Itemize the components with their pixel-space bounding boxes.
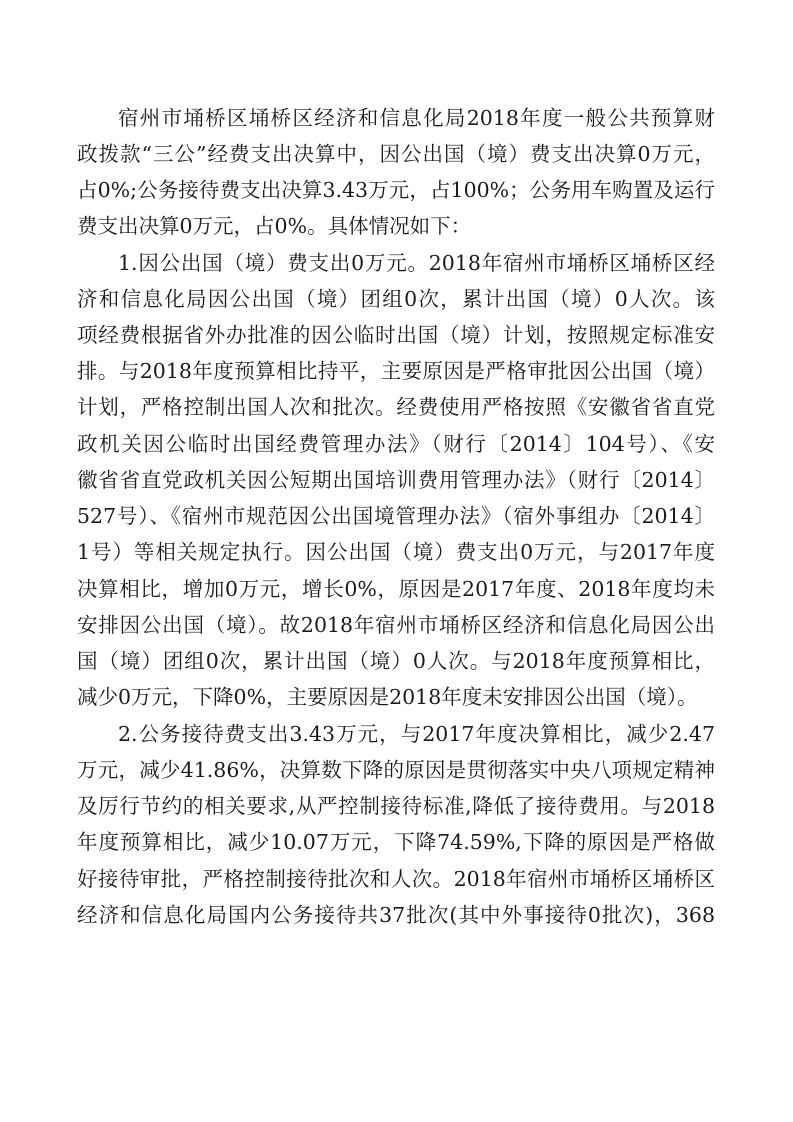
paragraph-2-line-6: 政机关因公临时出国经费管理办法》（财行〔2014〕104号）、《安 bbox=[77, 432, 715, 456]
paragraph-2-line-4: 排。与2018年度预算相比持平，主要原因是严格审批因公出国（境） bbox=[77, 359, 715, 383]
paragraph-2-line-5: 计划，严格控制出国人次和批次。经费使用严格按照《安徽省省直党 bbox=[77, 395, 715, 419]
paragraph-2-line-10: 决算相比，增加0万元，增长0%，原因是2017年度、2018年度均未 bbox=[77, 577, 715, 601]
paragraph-3-line-1: 2.公务接待费支出3.43万元，与2017年度决算相比，减少2.47 bbox=[118, 722, 715, 746]
paragraph-2-line-9: 1号）等相关规定执行。因公出国（境）费支出0万元，与2017年度 bbox=[77, 540, 715, 564]
paragraph-1-line-1: 宿州市埇桥区埇桥区经济和信息化局2018年度一般公共预算财 bbox=[118, 106, 715, 130]
paragraph-1-line-2: 政拨款“三公”经费支出决算中，因公出国（境）费支出决算0万元， bbox=[77, 142, 715, 166]
paragraph-1-line-3: 占0%;公务接待费支出决算3.43万元，占100%；公务用车购置及运行 bbox=[77, 178, 715, 202]
paragraph-3-line-6: 经济和信息化局国内公务接待共37批次(其中外事接待0批次)，368 bbox=[77, 903, 715, 927]
paragraph-3-line-4: 年度预算相比，减少10.07万元，下降74.59%,下降的原因是严格做 bbox=[77, 830, 715, 854]
paragraph-2-line-2: 济和信息化局因公出国（境）团组0次，累计出国（境）0人次。该 bbox=[77, 287, 715, 311]
paragraph-3-line-2: 万元，减少41.86%，决算数下降的原因是贯彻落实中央八项规定精神 bbox=[77, 758, 715, 782]
paragraph-3-line-3: 及厉行节约的相关要求,从严控制接待标准,降低了接待费用。与2018 bbox=[77, 794, 715, 818]
paragraph-2-line-11: 安排因公出国（境）。故2018年宿州市埇桥区经济和信息化局因公出 bbox=[77, 613, 715, 637]
paragraph-2-line-8: 527号）、《宿州市规范因公出国境管理办法》（宿外事组办〔2014〕 bbox=[77, 504, 715, 528]
paragraph-2-line-3: 项经费根据省外办批准的因公临时出国（境）计划，按照规定标准安 bbox=[77, 323, 715, 347]
paragraph-2-line-12: 国（境）团组0次，累计出国（境）0人次。与2018年度预算相比， bbox=[77, 649, 715, 673]
paragraph-2-line-7: 徽省省直党政机关因公短期出国培训费用管理办法》（财行〔2014〕 bbox=[77, 468, 715, 492]
paragraph-2-line-13: 减少0万元，下降0%，主要原因是2018年度未安排因公出国（境）。 bbox=[77, 685, 698, 709]
paragraph-3-line-5: 好接待审批，严格控制接待批次和人次。2018年宿州市埇桥区埇桥区 bbox=[77, 867, 715, 891]
paragraph-1-line-4: 费支出决算0万元，占0%。具体情况如下： bbox=[77, 214, 472, 238]
paragraph-2-line-1: 1.因公出国（境）费支出0万元。2018年宿州市埇桥区埇桥区经 bbox=[118, 251, 715, 275]
